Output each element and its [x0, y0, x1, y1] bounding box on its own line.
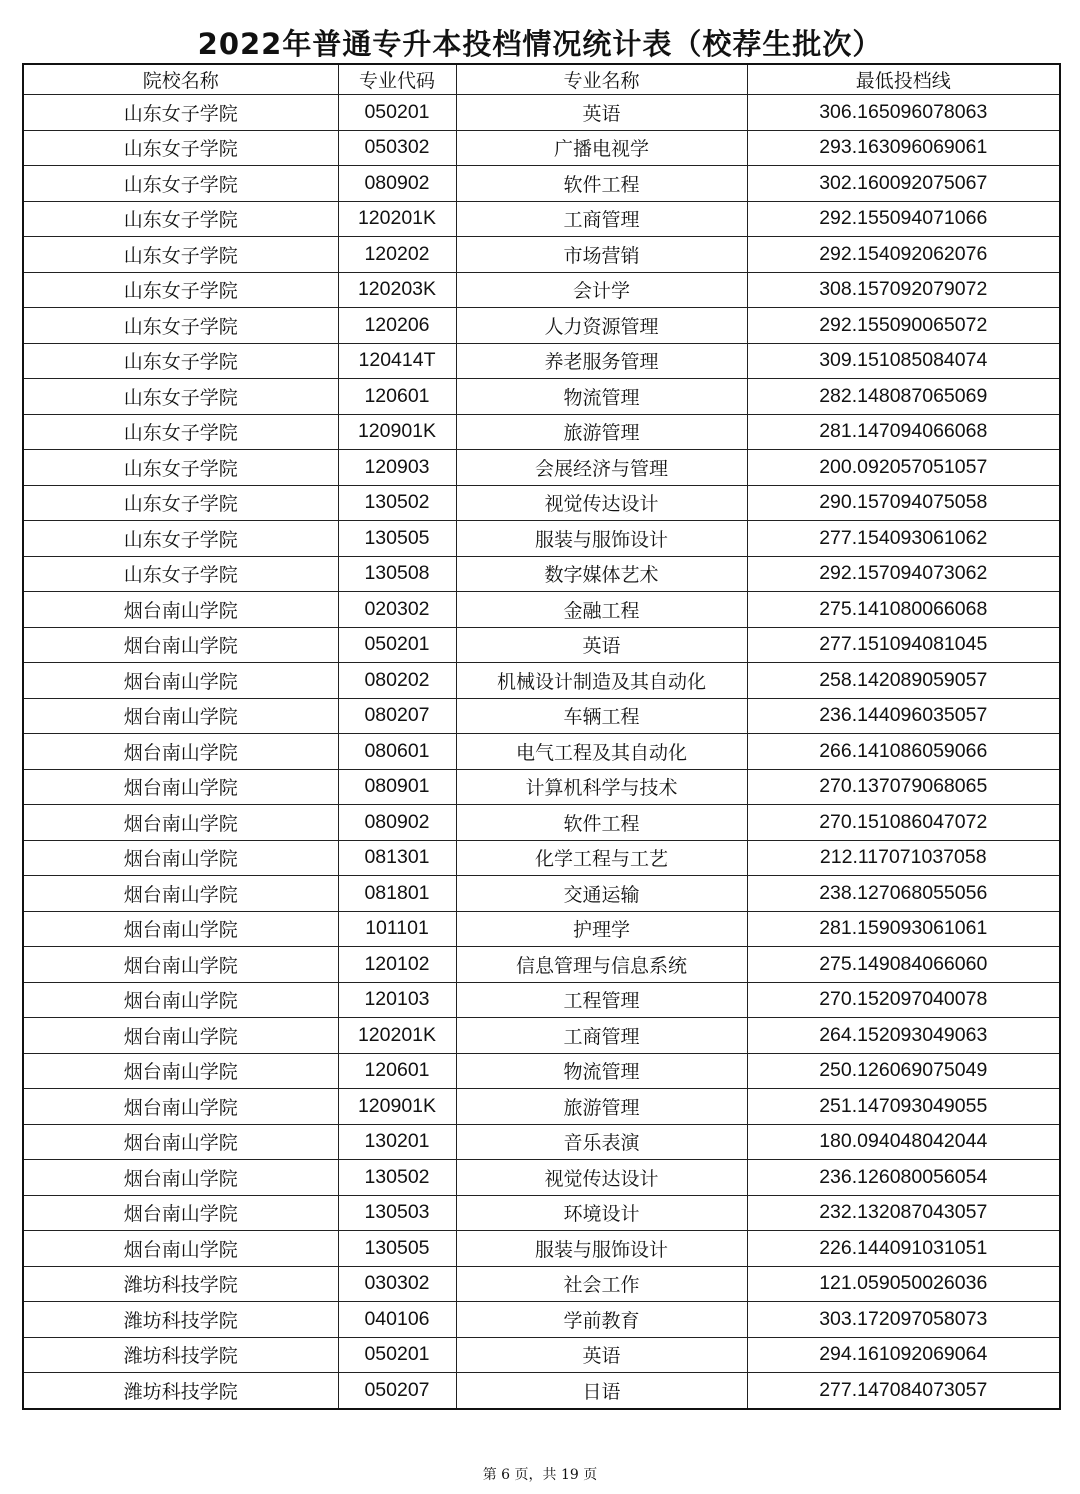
min-score-cell: 293.163096069061 — [747, 130, 1060, 166]
major-name-cell: 机械设计制造及其自动化 — [456, 663, 747, 699]
table-row — [23, 1160, 1060, 1196]
table-row — [23, 663, 1060, 699]
school-cell: 烟台南山学院 — [23, 840, 338, 876]
major-code-cell: 120903 — [338, 450, 456, 486]
school-cell: 山东女子学院 — [23, 521, 338, 557]
table-row — [23, 592, 1060, 628]
major-code-cell: 120102 — [338, 947, 456, 983]
table-row — [23, 1053, 1060, 1089]
major-name-cell: 工商管理 — [456, 201, 747, 237]
school-cell: 山东女子学院 — [23, 237, 338, 273]
major-name-cell: 环境设计 — [456, 1195, 747, 1231]
min-score-cell: 292.157094073062 — [747, 556, 1060, 592]
school-cell: 山东女子学院 — [23, 379, 338, 415]
table-row — [23, 379, 1060, 415]
min-score-cell: 303.172097058073 — [747, 1302, 1060, 1338]
table-row — [23, 982, 1060, 1018]
major-code-cell: 120201K — [338, 1018, 456, 1054]
min-score-cell: 294.161092069064 — [747, 1337, 1060, 1373]
table-row — [23, 698, 1060, 734]
major-code-cell: 130502 — [338, 1160, 456, 1196]
major-name-cell: 广播电视学 — [456, 130, 747, 166]
major-name-cell: 金融工程 — [456, 592, 747, 628]
major-name-cell: 会展经济与管理 — [456, 450, 747, 486]
min-score-cell: 236.144096035057 — [747, 698, 1060, 734]
major-code-cell: 120601 — [338, 1053, 456, 1089]
school-cell: 潍坊科技学院 — [23, 1337, 338, 1373]
min-score-cell: 292.154092062076 — [747, 237, 1060, 273]
school-cell: 烟台南山学院 — [23, 982, 338, 1018]
major-name-cell: 视觉传达设计 — [456, 485, 747, 521]
min-score-cell: 238.127068055056 — [747, 876, 1060, 912]
table-row — [23, 734, 1060, 770]
major-code-cell: 080202 — [338, 663, 456, 699]
school-cell: 烟台南山学院 — [23, 805, 338, 841]
table-row — [23, 556, 1060, 592]
table-header-row — [23, 64, 1060, 95]
min-score-cell: 212.117071037058 — [747, 840, 1060, 876]
table-row — [23, 166, 1060, 202]
table-row — [23, 1124, 1060, 1160]
major-name-cell: 英语 — [456, 627, 747, 663]
major-code-cell: 120901K — [338, 1089, 456, 1125]
table-row — [23, 130, 1060, 166]
table-row — [23, 769, 1060, 805]
major-code-cell: 050302 — [338, 130, 456, 166]
major-code-cell: 050207 — [338, 1373, 456, 1409]
min-score-cell: 232.132087043057 — [747, 1195, 1060, 1231]
min-score-cell: 250.126069075049 — [747, 1053, 1060, 1089]
major-name-cell: 视觉传达设计 — [456, 1160, 747, 1196]
table-row — [23, 450, 1060, 486]
major-code-cell: 130502 — [338, 485, 456, 521]
major-name-cell: 社会工作 — [456, 1266, 747, 1302]
major-code-cell: 081301 — [338, 840, 456, 876]
school-cell: 烟台南山学院 — [23, 1018, 338, 1054]
min-score-cell: 277.147084073057 — [747, 1373, 1060, 1409]
school-cell: 山东女子学院 — [23, 130, 338, 166]
major-code-cell: 120202 — [338, 237, 456, 273]
major-name-cell: 旅游管理 — [456, 414, 747, 450]
major-name-cell: 市场营销 — [456, 237, 747, 273]
major-name-cell: 养老服务管理 — [456, 343, 747, 379]
table-row — [23, 1231, 1060, 1267]
major-code-cell: 050201 — [338, 627, 456, 663]
table-row — [23, 1337, 1060, 1373]
table-body — [23, 95, 1060, 1409]
min-score-cell: 236.126080056054 — [747, 1160, 1060, 1196]
major-name-cell: 数字媒体艺术 — [456, 556, 747, 592]
school-cell: 山东女子学院 — [23, 95, 338, 131]
major-name-cell: 护理学 — [456, 911, 747, 947]
school-cell: 山东女子学院 — [23, 450, 338, 486]
table-row — [23, 1018, 1060, 1054]
major-code-cell: 120414T — [338, 343, 456, 379]
min-score-cell: 251.147093049055 — [747, 1089, 1060, 1125]
header-major-code: 专业代码 — [338, 64, 456, 95]
table-row — [23, 95, 1060, 131]
min-score-cell: 270.152097040078 — [747, 982, 1060, 1018]
school-cell: 烟台南山学院 — [23, 1160, 338, 1196]
school-cell: 烟台南山学院 — [23, 1231, 338, 1267]
min-score-cell: 266.141086059066 — [747, 734, 1060, 770]
school-cell: 山东女子学院 — [23, 272, 338, 308]
major-name-cell: 软件工程 — [456, 166, 747, 202]
major-code-cell: 120203K — [338, 272, 456, 308]
school-cell: 烟台南山学院 — [23, 911, 338, 947]
major-code-cell: 120206 — [338, 308, 456, 344]
table-row — [23, 1195, 1060, 1231]
school-cell: 山东女子学院 — [23, 414, 338, 450]
header-major-name: 专业名称 — [456, 64, 747, 95]
major-code-cell: 130505 — [338, 521, 456, 557]
major-code-cell: 020302 — [338, 592, 456, 628]
major-name-cell: 交通运输 — [456, 876, 747, 912]
school-cell: 烟台南山学院 — [23, 876, 338, 912]
min-score-cell: 258.142089059057 — [747, 663, 1060, 699]
major-code-cell: 050201 — [338, 1337, 456, 1373]
min-score-cell: 270.151086047072 — [747, 805, 1060, 841]
min-score-cell: 277.154093061062 — [747, 521, 1060, 557]
major-code-cell: 120601 — [338, 379, 456, 415]
major-name-cell: 软件工程 — [456, 805, 747, 841]
school-cell: 潍坊科技学院 — [23, 1302, 338, 1338]
min-score-cell: 281.147094066068 — [747, 414, 1060, 450]
school-cell: 烟台南山学院 — [23, 1195, 338, 1231]
major-name-cell: 旅游管理 — [456, 1089, 747, 1125]
major-code-cell: 130503 — [338, 1195, 456, 1231]
school-cell: 烟台南山学院 — [23, 769, 338, 805]
table-row — [23, 1373, 1060, 1409]
admission-table — [22, 63, 1061, 1410]
school-cell: 山东女子学院 — [23, 201, 338, 237]
min-score-cell: 200.092057051057 — [747, 450, 1060, 486]
school-cell: 山东女子学院 — [23, 308, 338, 344]
table-row — [23, 876, 1060, 912]
major-name-cell: 计算机科学与技术 — [456, 769, 747, 805]
page-footer: 第 6 页，共 19 页 — [482, 1467, 598, 1483]
table-row — [23, 1302, 1060, 1338]
table-row — [23, 911, 1060, 947]
major-code-cell: 080901 — [338, 769, 456, 805]
school-cell: 山东女子学院 — [23, 485, 338, 521]
major-name-cell: 信息管理与信息系统 — [456, 947, 747, 983]
table-row — [23, 521, 1060, 557]
school-cell: 潍坊科技学院 — [23, 1373, 338, 1409]
major-name-cell: 物流管理 — [456, 1053, 747, 1089]
min-score-cell: 292.155090065072 — [747, 308, 1060, 344]
table-row — [23, 414, 1060, 450]
major-code-cell: 120201K — [338, 201, 456, 237]
min-score-cell: 309.151085084074 — [747, 343, 1060, 379]
major-name-cell: 工程管理 — [456, 982, 747, 1018]
school-cell: 烟台南山学院 — [23, 698, 338, 734]
school-cell: 烟台南山学院 — [23, 734, 338, 770]
major-name-cell: 工商管理 — [456, 1018, 747, 1054]
table-row — [23, 237, 1060, 273]
school-cell: 烟台南山学院 — [23, 592, 338, 628]
table-row — [23, 308, 1060, 344]
major-code-cell: 080902 — [338, 805, 456, 841]
min-score-cell: 281.159093061061 — [747, 911, 1060, 947]
min-score-cell: 121.059050026036 — [747, 1266, 1060, 1302]
major-code-cell: 080601 — [338, 734, 456, 770]
major-code-cell: 050201 — [338, 95, 456, 131]
major-code-cell: 030302 — [338, 1266, 456, 1302]
major-name-cell: 车辆工程 — [456, 698, 747, 734]
major-name-cell: 化学工程与工艺 — [456, 840, 747, 876]
school-cell: 烟台南山学院 — [23, 1089, 338, 1125]
min-score-cell: 306.165096078063 — [747, 95, 1060, 131]
table-row — [23, 1089, 1060, 1125]
major-name-cell: 会计学 — [456, 272, 747, 308]
min-score-cell: 277.151094081045 — [747, 627, 1060, 663]
school-cell: 烟台南山学院 — [23, 947, 338, 983]
min-score-cell: 226.144091031051 — [747, 1231, 1060, 1267]
min-score-cell: 264.152093049063 — [747, 1018, 1060, 1054]
min-score-cell: 275.149084066060 — [747, 947, 1060, 983]
major-code-cell: 130505 — [338, 1231, 456, 1267]
min-score-cell: 302.160092075067 — [747, 166, 1060, 202]
major-code-cell: 081801 — [338, 876, 456, 912]
major-name-cell: 音乐表演 — [456, 1124, 747, 1160]
min-score-cell: 308.157092079072 — [747, 272, 1060, 308]
major-code-cell: 080902 — [338, 166, 456, 202]
school-cell: 山东女子学院 — [23, 166, 338, 202]
table-row — [23, 1266, 1060, 1302]
major-code-cell: 040106 — [338, 1302, 456, 1338]
major-code-cell: 080207 — [338, 698, 456, 734]
page-title: 2022年普通专升本投档情况统计表（校荐生批次） — [197, 27, 883, 61]
major-code-cell: 101101 — [338, 911, 456, 947]
table-row — [23, 343, 1060, 379]
min-score-cell: 270.137079068065 — [747, 769, 1060, 805]
school-cell: 山东女子学院 — [23, 556, 338, 592]
header-school: 院校名称 — [23, 64, 338, 95]
min-score-cell: 180.094048042044 — [747, 1124, 1060, 1160]
major-code-cell: 120103 — [338, 982, 456, 1018]
header-min-score: 最低投档线 — [747, 64, 1060, 95]
major-name-cell: 英语 — [456, 1337, 747, 1373]
table-row — [23, 627, 1060, 663]
major-name-cell: 人力资源管理 — [456, 308, 747, 344]
major-code-cell: 130508 — [338, 556, 456, 592]
min-score-cell: 292.155094071066 — [747, 201, 1060, 237]
table-row — [23, 272, 1060, 308]
major-code-cell: 120901K — [338, 414, 456, 450]
major-name-cell: 电气工程及其自动化 — [456, 734, 747, 770]
school-cell: 潍坊科技学院 — [23, 1266, 338, 1302]
major-name-cell: 日语 — [456, 1373, 747, 1409]
min-score-cell: 282.148087065069 — [747, 379, 1060, 415]
table-row — [23, 485, 1060, 521]
table-row — [23, 805, 1060, 841]
table-row — [23, 840, 1060, 876]
major-name-cell: 英语 — [456, 95, 747, 131]
school-cell: 烟台南山学院 — [23, 1053, 338, 1089]
min-score-cell: 275.141080066068 — [747, 592, 1060, 628]
school-cell: 烟台南山学院 — [23, 1124, 338, 1160]
major-name-cell: 学前教育 — [456, 1302, 747, 1338]
major-name-cell: 服装与服饰设计 — [456, 521, 747, 557]
school-cell: 烟台南山学院 — [23, 627, 338, 663]
major-code-cell: 130201 — [338, 1124, 456, 1160]
school-cell: 烟台南山学院 — [23, 663, 338, 699]
table-row — [23, 947, 1060, 983]
table-row — [23, 201, 1060, 237]
school-cell: 山东女子学院 — [23, 343, 338, 379]
min-score-cell: 290.157094075058 — [747, 485, 1060, 521]
major-name-cell: 物流管理 — [456, 379, 747, 415]
major-name-cell: 服装与服饰设计 — [456, 1231, 747, 1267]
